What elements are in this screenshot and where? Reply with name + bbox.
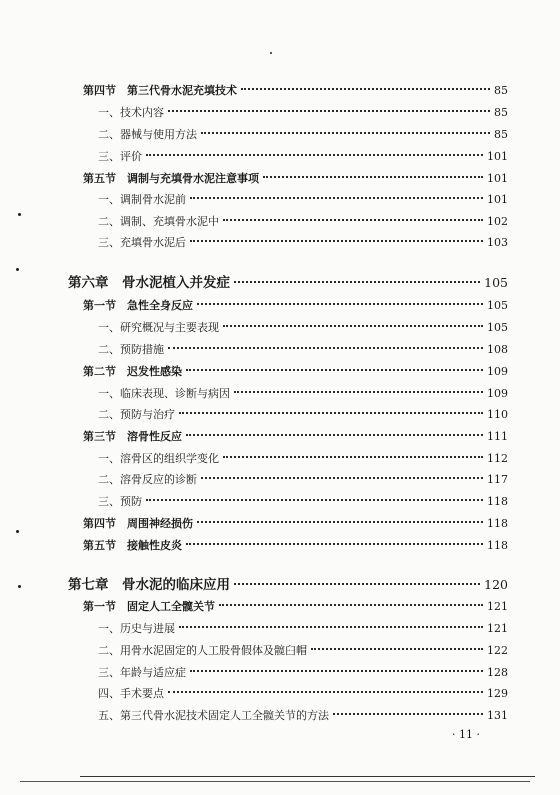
toc-item	[0, 450, 508, 468]
dot-leader	[179, 626, 483, 628]
dot-leader	[168, 691, 483, 693]
toc-page-number: 85	[494, 84, 508, 97]
toc-section	[0, 428, 508, 446]
footer-rule-lower	[20, 781, 530, 782]
dot-leader	[186, 369, 483, 371]
toc-page-number: 103	[487, 236, 508, 249]
toc-page-number: 129	[487, 687, 508, 700]
toc-page-number: 109	[487, 365, 508, 378]
toc-page-number: 131	[487, 709, 508, 722]
toc-entry-title: 二、预防与治疗	[98, 408, 175, 421]
toc-entry-title: 四、手术要点	[98, 687, 164, 700]
toc-entry-title: 一、临床表现、诊断与病因	[98, 387, 230, 400]
dot-leader	[333, 713, 483, 715]
toc-entry-title: 一、历史与进展	[98, 622, 175, 635]
toc-page-number: 101	[487, 150, 508, 163]
toc-page-number: 118	[487, 517, 508, 530]
toc-entry-title: 二、用骨水泥固定的人工股骨假体及髋臼帽	[98, 644, 307, 657]
toc-item	[0, 234, 508, 252]
dot-leader	[168, 110, 490, 112]
toc-entry-title: 五、第三代骨水泥技术固定人工全髋关节的方法	[98, 709, 329, 722]
scan-speck	[18, 213, 21, 216]
scan-speck	[16, 530, 19, 533]
toc-page-number: 121	[487, 622, 508, 635]
toc-entry-title: 第四节 周围神经损伤	[83, 517, 193, 530]
toc-entry-title: 第七章 骨水泥的临床应用	[68, 577, 230, 593]
dot-leader	[234, 391, 483, 393]
toc-page-number: 85	[494, 106, 508, 119]
dot-leader	[263, 176, 483, 178]
toc-section	[0, 363, 508, 381]
toc-item	[0, 385, 508, 403]
toc-page-number: 122	[487, 644, 508, 657]
toc-page-number: 118	[487, 539, 508, 552]
dot-leader	[223, 325, 483, 327]
toc-page-number: 109	[487, 387, 508, 400]
toc-entry-title: 一、调制骨水泥前	[98, 193, 186, 206]
toc-section	[0, 82, 508, 100]
toc-item	[0, 406, 508, 424]
toc-item	[0, 664, 508, 682]
dot-leader	[190, 670, 483, 672]
toc-page-number: 121	[487, 600, 508, 613]
toc-page-number: 112	[487, 452, 508, 465]
toc-item	[0, 148, 508, 166]
toc-entry-title: 三、评价	[98, 150, 142, 163]
footer-rule	[80, 776, 535, 777]
toc-entry-title: 三、年龄与适应症	[98, 666, 186, 679]
toc-section	[0, 297, 508, 315]
toc-entry-title: 二、器械与使用方法	[98, 128, 197, 141]
toc-page-number: 101	[487, 193, 508, 206]
toc-section	[0, 515, 508, 533]
toc-item	[0, 341, 508, 359]
page-number: · 11 ·	[452, 728, 480, 741]
toc-page-number: 118	[487, 495, 508, 508]
dot-leader	[190, 197, 483, 199]
toc-chapter	[0, 274, 508, 292]
toc-item	[0, 471, 508, 489]
dot-leader	[223, 219, 483, 221]
toc-page-number: 105	[487, 321, 508, 334]
toc-entry-title: 第二节 迟发性感染	[83, 365, 182, 378]
toc-section	[0, 537, 508, 555]
toc-entry-title: 二、预防措施	[98, 343, 164, 356]
dot-leader	[234, 281, 480, 283]
toc-page-number: 128	[487, 666, 508, 679]
toc-page-number: 105	[487, 299, 508, 312]
dot-leader	[186, 434, 483, 436]
dot-leader	[197, 303, 483, 305]
toc-entry-title: 一、研究概况与主要表现	[98, 321, 219, 334]
dot-leader	[234, 583, 480, 585]
toc-entry-title: 第一节 急性全身反应	[83, 299, 193, 312]
toc-entry-title: 第五节 接触性皮炎	[83, 539, 182, 552]
toc-item	[0, 642, 508, 660]
dot-leader	[186, 543, 483, 545]
dot-leader	[179, 412, 483, 414]
toc-item	[0, 191, 508, 209]
toc-entry-title: 第五节 调制与充填骨水泥注意事项	[83, 172, 259, 185]
dot-leader	[223, 456, 483, 458]
toc-entry-title: 二、溶骨反应的诊断	[98, 473, 197, 486]
toc-page-number: 111	[487, 430, 508, 443]
scan-speck	[16, 268, 19, 271]
toc-item	[0, 319, 508, 337]
dot-leader	[146, 154, 483, 156]
toc-item	[0, 213, 508, 231]
toc-item	[0, 126, 508, 144]
toc-page-number: 105	[484, 275, 508, 290]
toc-entry-title: 一、溶骨区的组织学变化	[98, 452, 219, 465]
toc-page-number: 120	[484, 577, 508, 592]
toc-entry-title: 二、调制、充填骨水泥中	[98, 215, 219, 228]
toc-entry-title: 三、充填骨水泥后	[98, 236, 186, 249]
toc-entry-title: 三、预防	[98, 495, 142, 508]
dot-leader	[241, 88, 490, 90]
toc-item	[0, 104, 508, 122]
toc-item	[0, 493, 508, 511]
dot-leader	[311, 648, 483, 650]
scan-speck	[270, 52, 272, 54]
toc-item	[0, 707, 508, 725]
toc-page-number: 117	[487, 473, 508, 486]
toc-entry-title: 一、技术内容	[98, 106, 164, 119]
dot-leader	[219, 604, 483, 606]
toc-page-number: 101	[487, 172, 508, 185]
toc-page-number: 102	[487, 215, 508, 228]
dot-leader	[190, 240, 483, 242]
toc-page-number: 110	[487, 408, 508, 421]
toc-item	[0, 620, 508, 638]
toc-item	[0, 685, 508, 703]
toc-chapter	[0, 576, 508, 594]
dot-leader	[146, 499, 483, 501]
dot-leader	[168, 347, 483, 349]
toc-entry-title: 第六章 骨水泥植入并发症	[68, 275, 230, 291]
toc-page-number: 85	[494, 128, 508, 141]
toc-section	[0, 170, 508, 188]
toc-entry-title: 第三节 溶骨性反应	[83, 430, 182, 443]
dot-leader	[197, 521, 483, 523]
toc-entry-title: 第一节 固定人工全髋关节	[83, 600, 215, 613]
dot-leader	[201, 132, 490, 134]
toc-entry-title: 第四节 第三代骨水泥充填技术	[83, 84, 237, 97]
toc-page-number: 108	[487, 343, 508, 356]
scan-speck	[18, 585, 21, 588]
toc-section	[0, 598, 508, 616]
dot-leader	[201, 477, 483, 479]
